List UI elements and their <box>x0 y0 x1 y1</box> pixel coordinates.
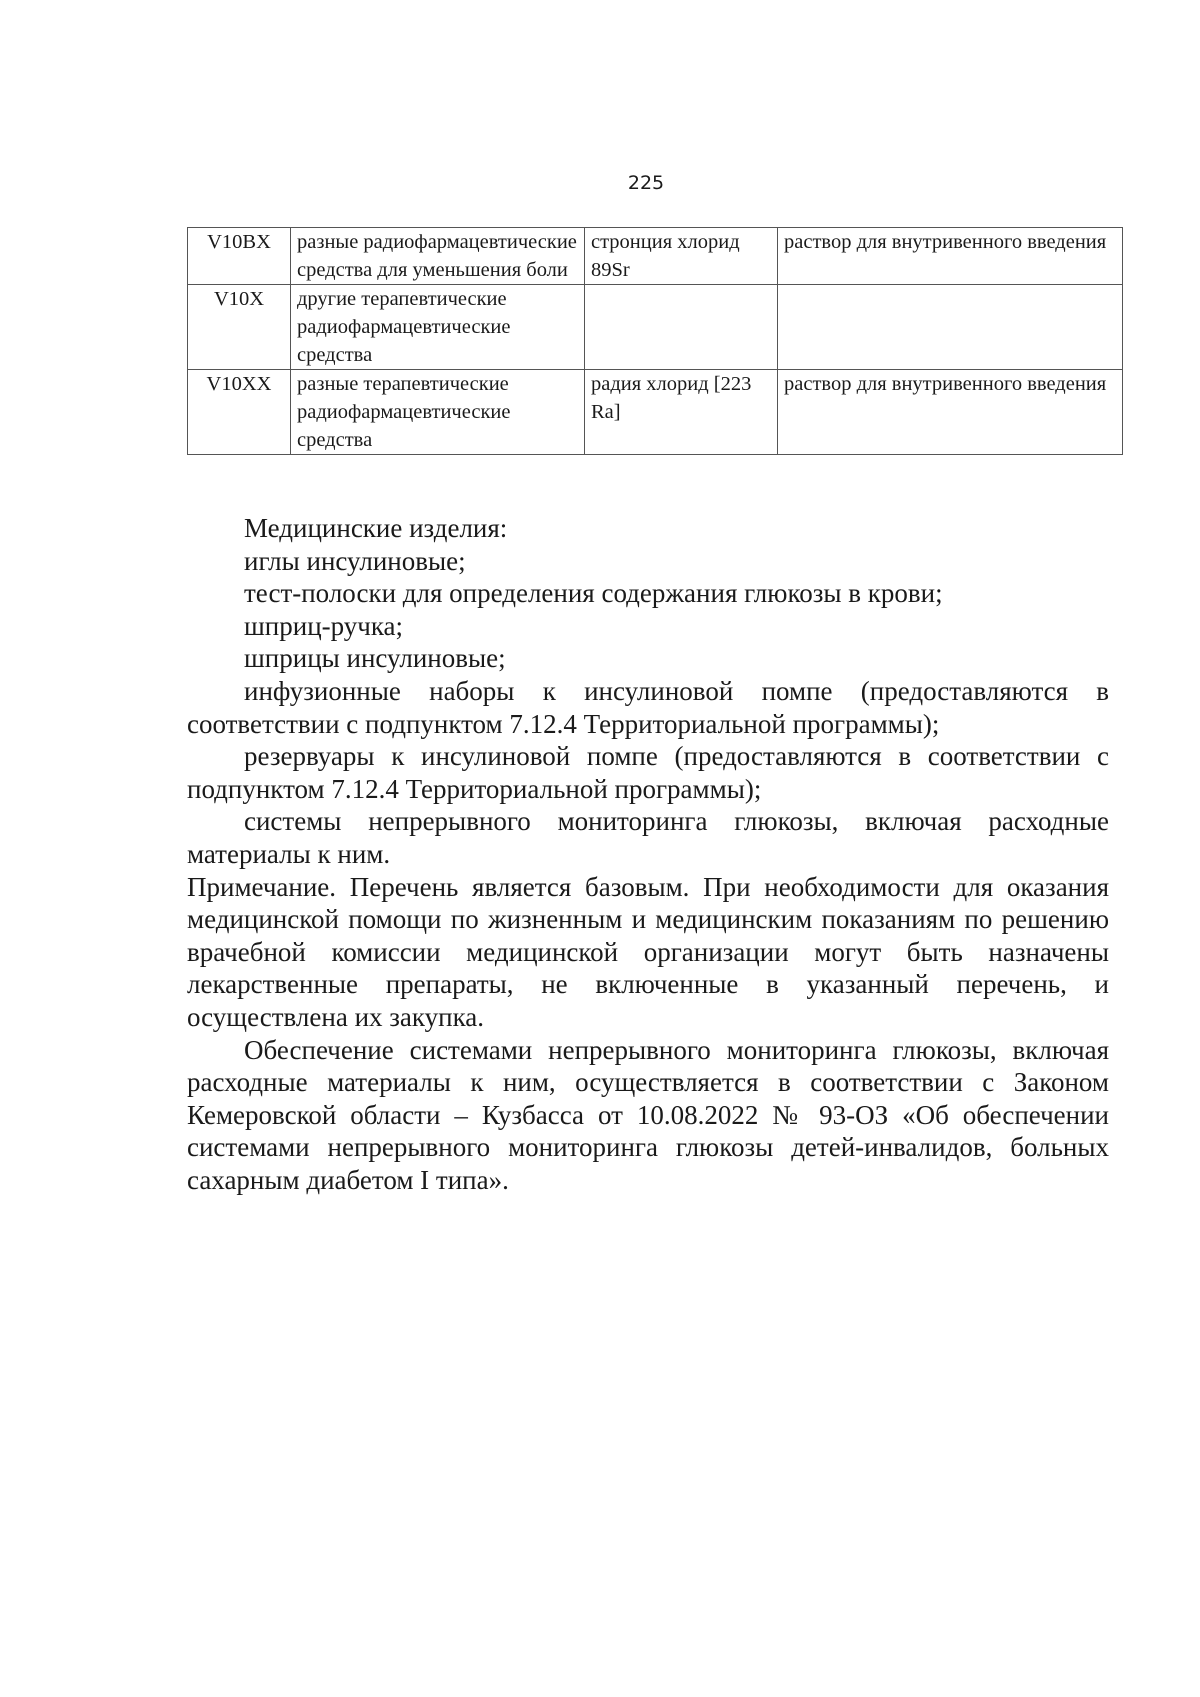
body-text <box>187 512 1109 1196</box>
dosage-form-cell <box>778 285 1123 370</box>
drug-table <box>187 227 1123 455</box>
medical-devices-heading: Медицинские изделия: <box>244 513 508 543</box>
table-row <box>188 285 1123 370</box>
page-number: 225 <box>627 172 665 194</box>
atc-group-cell: разные терапевтические радиофармацевтические средства <box>291 370 585 455</box>
table-row <box>188 370 1123 455</box>
atc-code-cell: V10X <box>188 285 291 370</box>
atc-group-cell: разные радиофармацевтические средства для уменьшения боли <box>291 228 585 285</box>
note-paragraph: Примечание. Перечень является базовым. При необходимости для оказания медицинской помощи по жизненным и медицинским показаниям по решению врачебной комиссии медицинской организации могут быть назначены лекарственные препараты, не включенные в указанный перечень, и осуществлена их закупка. <box>187 871 1109 1032</box>
atc-code-cell: V10XX <box>188 370 291 455</box>
drug-name-cell <box>585 285 778 370</box>
list-item: системы непрерывного мониторинга глюкозы, включая расходные материалы к ним. <box>187 806 1109 869</box>
atc-code-cell: V10BX <box>188 228 291 285</box>
list-item: шприц-ручка; <box>244 610 404 641</box>
list-item: резервуары к инсулиновой помпе (предоставляются в соответствии с подпунктом 7.12.4 Территориальной программы); <box>187 741 1109 804</box>
list-item: иглы инсулиновые; <box>244 545 466 576</box>
dosage-form-cell: раствор для внутривенного введения <box>778 228 1123 285</box>
provision-paragraph: Обеспечение системами непрерывного мониторинга глюкозы, включая расходные материалы к ним, осуществляется в соответствии с Законом Кемеровской области – Кузбасса от 10.08.2022 № 93-ОЗ «Об обеспечении системами непрерывного мониторинга глюкозы детей-инвалидов, больных сахарным диабетом I типа». <box>187 1034 1109 1195</box>
list-item: инфузионные наборы к инсулиновой помпе (предоставляются в соответствии с подпунктом 7.12.4 Территориальной программы); <box>187 675 1109 739</box>
drug-name-cell: радия хлорид [223 Ra] <box>585 370 778 455</box>
dosage-form-cell: раствор для внутривенного введения <box>778 370 1123 455</box>
list-item: шприцы инсулиновые; <box>244 643 506 674</box>
list-item: тест-полоски для определения содержания глюкозы в крови; <box>244 578 943 609</box>
drug-name-cell: стронция хлорид 89Sr <box>585 228 778 285</box>
atc-group-cell: другие терапевтические радиофармацевтические средства <box>291 285 585 370</box>
table-row <box>188 228 1123 285</box>
